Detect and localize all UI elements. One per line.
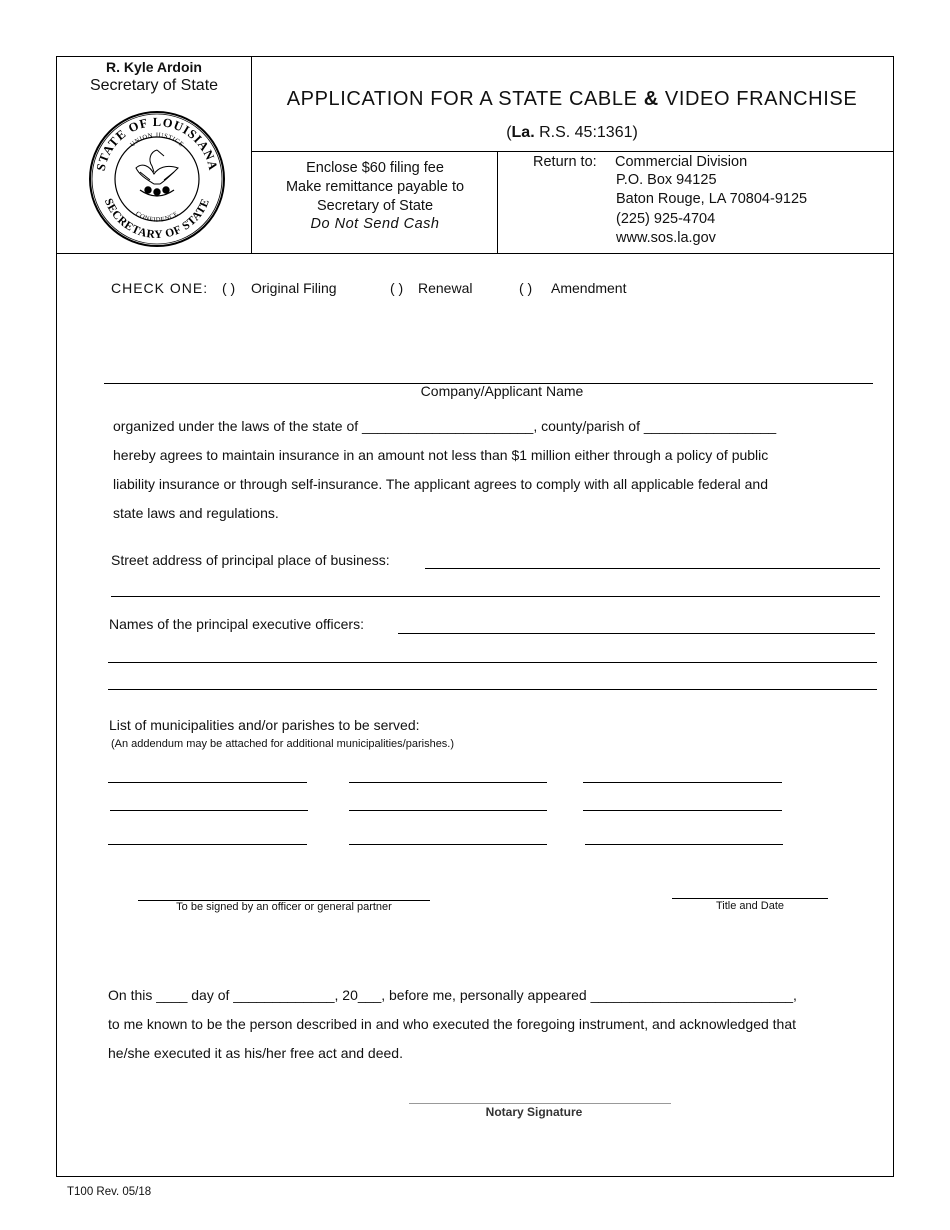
municipality-line[interactable] <box>583 810 782 811</box>
paragraph-line-2: hereby agrees to maintain insurance in an amount not less than $1 million either through a policy of public <box>113 447 769 463</box>
official-name: R. Kyle Ardoin <box>106 59 202 75</box>
notary-line-2: to me known to be the person described in and who executed the foregoing instrument, and acknowledged that <box>108 1016 797 1032</box>
applicant-name-label: Company/Applicant Name <box>420 383 584 399</box>
officer-signature-label: To be signed by an officer or general partner <box>176 901 392 913</box>
official-title: Secretary of State <box>89 77 219 94</box>
officers-line-2[interactable] <box>108 662 877 663</box>
municipality-line[interactable] <box>349 782 547 783</box>
municipality-line[interactable] <box>108 782 307 783</box>
seal-inner-ring <box>115 137 199 224</box>
option-amendment: Amendment <box>551 280 627 296</box>
paragraph-line-3: liability insurance or through self-insurance. The applicant agrees to comply with all applicable federal and <box>113 476 768 492</box>
municipality-line[interactable] <box>110 810 308 811</box>
notary-signature-line[interactable] <box>409 1103 671 1104</box>
pelican-icon <box>136 150 178 196</box>
seal-top-text: STATE OF LOUISIANA <box>93 114 221 173</box>
street-address-label: Street address of principal place of business: <box>111 552 390 568</box>
return-po-box: P.O. Box 94125 <box>616 172 717 188</box>
municipality-line[interactable] <box>585 844 783 845</box>
check-one-label: CHECK ONE: <box>111 280 209 296</box>
form-id: T100 Rev. 05/18 <box>67 1186 152 1198</box>
street-address-line-1[interactable] <box>425 568 880 569</box>
option-renewal: Renewal <box>418 280 473 296</box>
municipalities-label: List of municipalities and/or parishes to be served: <box>109 717 420 733</box>
notary-line-3: he/she executed it as his/her free act and deed. <box>108 1045 403 1061</box>
return-website[interactable]: www.sos.la.gov <box>616 230 716 246</box>
title-date-label: Title and Date <box>715 900 785 912</box>
return-city: Baton Rouge, LA 70804-9125 <box>616 191 808 207</box>
officers-line-3[interactable] <box>108 689 877 690</box>
municipality-line[interactable] <box>349 810 547 811</box>
seal-motto-bottom: CONFIDENCE <box>134 210 180 224</box>
checkbox-renewal[interactable]: ( ) <box>390 280 404 296</box>
return-phone: (225) 925-4704 <box>616 211 716 227</box>
notary-line-1: On this ____ day of _____________, 20___, before me, personally appeared __________________________, <box>108 987 797 1003</box>
return-division: Commercial Division <box>615 154 748 170</box>
municipality-line[interactable] <box>349 844 547 845</box>
fee-line-1: Enclose $60 filing fee <box>306 160 444 176</box>
title-date-line[interactable] <box>672 898 828 899</box>
return-label: Return to: <box>533 154 597 170</box>
notary-signature-label: Notary Signature <box>485 1105 583 1119</box>
municipality-line[interactable] <box>583 782 782 783</box>
paragraph-line-1: organized under the laws of the state of ______________________, county/parish of _________________ <box>113 418 777 434</box>
statute-reference: (La. R.S. 45:1361) <box>506 124 638 141</box>
header-divider-horizontal <box>251 151 893 152</box>
form-title: APPLICATION FOR A STATE CABLE & VIDEO FRANCHISE <box>286 88 858 110</box>
checkbox-amendment[interactable]: ( ) <box>519 280 533 296</box>
municipality-line[interactable] <box>108 844 307 845</box>
option-original-filing: Original Filing <box>251 280 337 296</box>
header-bottom-divider <box>57 253 893 254</box>
louisiana-state-seal <box>88 110 226 248</box>
seal-bottom-text: SECRETARY OF STATE <box>101 196 213 242</box>
fee-line-3: Secretary of State <box>316 198 434 214</box>
street-address-line-2[interactable] <box>111 596 880 597</box>
checkbox-original-filing[interactable]: ( ) <box>222 280 236 296</box>
seal-motto-top: UNION JUSTICE <box>129 131 185 149</box>
officers-line-1[interactable] <box>398 633 875 634</box>
fee-line-2: Make remittance payable to <box>285 179 465 195</box>
fee-warning: Do Not Send Cash <box>310 216 440 232</box>
officers-label: Names of the principal executive officers: <box>109 616 364 632</box>
paragraph-line-4: state laws and regulations. <box>113 505 279 521</box>
municipalities-note: (An addendum may be attached for additional municipalities/parishes.) <box>111 738 455 750</box>
